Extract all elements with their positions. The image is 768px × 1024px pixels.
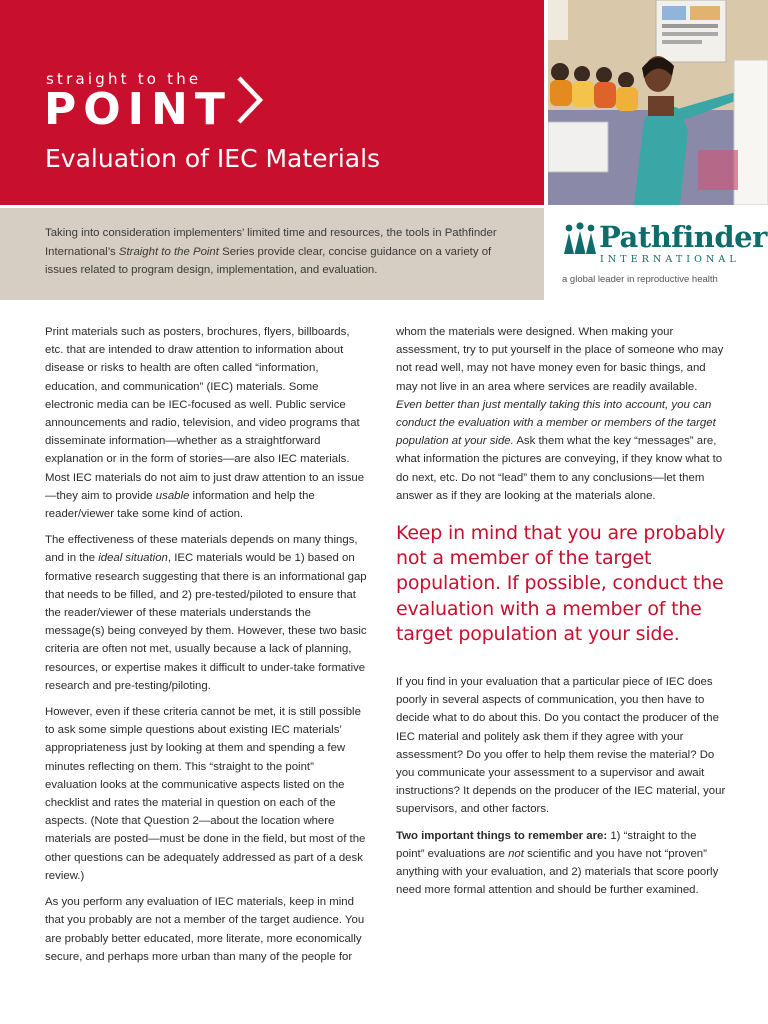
classroom-photo-image [548,0,768,205]
intro-band [0,208,544,300]
intro-text: Taking into consideration implementers’ limited time and resources, the tools in Pathfinder International’s Straight to the Point Series provide clear, concise guidance on a variety of issues related to program design, implementation, and evaluation. [45,227,497,276]
logo-subtitle: INTERNATIONAL [600,254,740,265]
pull-quote: Keep in mind that you are probably not a member of the target population. If possible, conduct the evaluation with a member of the target population at your side. [396,522,726,645]
paragraph: Two important things to remember are: 1) “straight to the point” evaluations are not scientific and you have not “proven” anything with your evaluation, and 2) materials that score poorly need more formal attention and should be further examined. [396,829,719,897]
paragraph: As you perform any evaluation of IEC materials, keep in mind that you probably are not a member of the target audience. You are probably better educated, more literate, more economically secure, and perhaps more urban than many of the people for [45,896,365,963]
left-column [45,323,368,974]
series-name-large: POINT [44,84,232,135]
paragraph: The effectiveness of these materials depends on many things, and in the ideal situation, IEC materials would be 1) based on formative research suggesting that there is an informational gap that needs to be filled, and 2) pre-tested/piloted to ensure that the reader/viewer of these materials understands the message(s) being conveyed by them. However, these two basic criteria are often not met, usually because a lack of planning, resources, or expertise makes it difficult to under-take formative research and pre-testing/piloting. [45,534,367,692]
paragraph: Print materials such as posters, brochures, flyers, billboards, etc. that are intended to draw attention to information about disease or risks to health are often called “information, education, and communication” (IEC) materials. Some electronic media can be IEC-focused as well. Public service announcements and radio, television, and video programs that disseminate information—whether as a straightforward explanation or in the form of stories—are also IEC materials. Most IEC materials do not aim to just draw attention to an issue—they aim to provide usable information and help the reader/viewer take some kind of action. [45,326,365,521]
paragraph: If you find in your evaluation that a particular piece of IEC does poorly in several aspects of communication, you then have to decide what to do about this. Do you contact the producer of the IEC material and politely ask them if they agree with your assessment? Do you offer to help them revise the material? Do you communicate your assessment to a supervisor and await instructions? It depends on the producer of the IEC material, your supervisors, and other factors. [396,676,726,816]
right-column [396,323,726,907]
series-name-small: straight to the [46,70,202,88]
page-title: Evaluation of IEC Materials [45,144,381,173]
header-photo [548,0,768,205]
pathfinder-logo [548,208,768,300]
people-icon [562,220,598,256]
logo-tagline: a global leader in reproductive health [562,274,718,285]
paragraph: However, even if these criteria cannot be met, it is still possible to ask some simple questions about existing IEC materials’ appropriateness just by looking at them and spending a few minutes reflecting on them. This “straight to the point” evaluation looks at the communicative aspects listed on the checklist and rates the material in question on each of the aspects. (Note that Question 2—about the location where materials are posted—must be done in the field, but most of the other questions can be adequately addressed as part of a desk review.) [45,706,366,882]
logo-wordmark: Pathfinder [599,220,767,254]
chevron-right-icon [236,74,264,126]
paragraph: whom the materials were designed. When making your assessment, try to put yourself in the place of someone who may not read well, may not have money even for basic things, and may not live in an area where services are readily available. Even better than just mentally taking this into account, you can conduct the evaluation with a member or members of the target population at your side. Ask them what the key “messages” are, what information the pictures are conveying, if they know what to do next, etc. Do not “lead” them to any conclusions—let them answer as if they are looking at the materials alone. [396,326,724,502]
header-banner [0,0,544,205]
bold-lead: Two important things to remember are: [396,829,608,842]
